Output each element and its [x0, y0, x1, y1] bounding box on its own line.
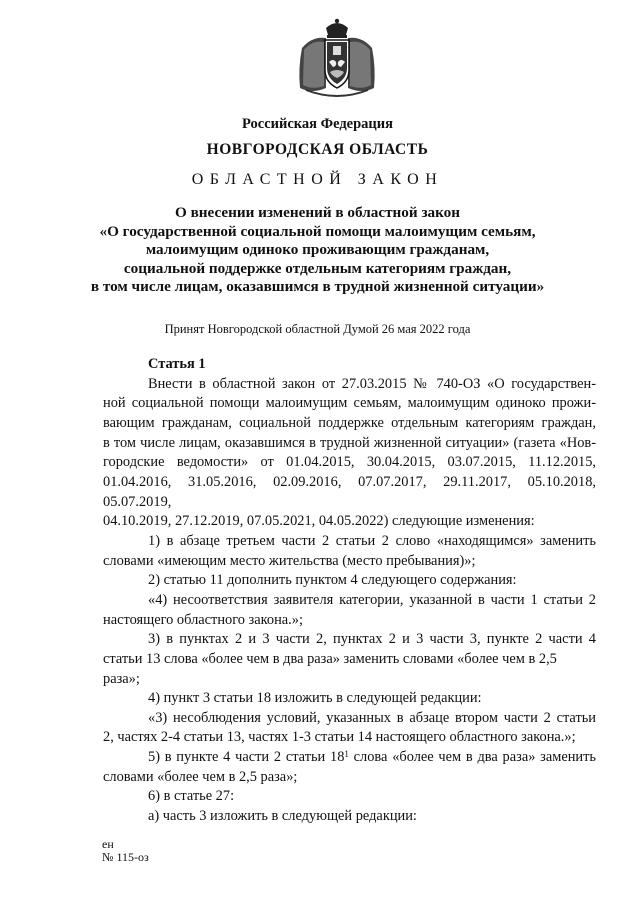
item-line: 1) в абзаце третьем части 2 статьи 2 слово «находящимся» заменить: [148, 532, 596, 549]
country-name: Российская Федерация: [242, 116, 393, 132]
body-line: 04.10.2019, 27.12.2019, 07.05.2021, 04.05.2022) следующие изменения:: [103, 513, 535, 530]
footer-initials: ен: [102, 837, 114, 851]
body-line: в том числе лицам, оказавшимся в трудной жизненной ситуации» (газета «Нов-: [103, 434, 596, 451]
item5-text-before: 5) в пункте 4 части 2 статьи 18: [148, 749, 345, 766]
item-line: «3) несоблюдения условий, указанных в абзаце втором части 2 статьи: [148, 709, 596, 726]
body-line: вающим гражданам, социальной поддержке отдельным категориям граждан,: [103, 414, 596, 431]
law-title-line: в том числе лицам, оказавшимся в трудной жизненной ситуации»: [90, 278, 545, 296]
amendment-item-6a: а) часть 3 изложить в следующей редакции:: [148, 808, 417, 825]
amendment-item-2: [103, 571, 596, 591]
adoption-note: Принят Новгородской областной Думой 26 мая 2022 года: [164, 322, 471, 336]
article-heading: Статья 1: [148, 356, 206, 372]
item-line: 3) в пунктах 2 и 3 части 2, пунктах 2 и 3 части 3, пункте 2 части 4: [148, 631, 596, 648]
body-line: 01.04.2016, 31.05.2016, 02.09.2016, 07.07.2017, 29.11.2017, 05.10.2018, 05.07.2019,: [103, 473, 596, 510]
amendment-item-3: [103, 630, 596, 689]
law-title: [0, 204, 635, 297]
law-title-line: «О государственной социальной помощи малоимущим семьям,: [99, 222, 536, 240]
amendment-item-2-quote: [103, 591, 596, 630]
law-title-line: социальной поддержке отдельным категориям граждан,: [123, 259, 512, 277]
law-title-line: О внесении изменений в областной закон: [174, 204, 461, 221]
amendment-item-4: [103, 689, 596, 709]
item-line: 2, частях 2-4 статьи 13, частях 1-3 статьи 14 настоящего областного закона.»;: [103, 729, 576, 746]
item-line: [103, 748, 596, 768]
law-title-line: малоимущим одиноко проживающим гражданам,: [145, 241, 490, 259]
article-intro-paragraph: [103, 375, 596, 532]
body-line: ной социальной помощи малоимущим семьям, малоимущим одиноко прожи-: [103, 395, 596, 412]
item-line: 4) пункт 3 статьи 18 изложить в следующей редакции:: [148, 690, 482, 707]
item5-superscript: 1: [344, 749, 349, 760]
body-line: городские ведомости» от 01.04.2015, 30.04.2015, 03.07.2015, 11.12.2015,: [103, 454, 596, 471]
region-name: НОВГОРОДСКАЯ ОБЛАСТЬ: [206, 141, 429, 158]
footer-law-number: № 115-оз: [102, 850, 149, 864]
crown-icon: [326, 19, 348, 38]
coat-of-arms-emblem: [292, 18, 382, 102]
item-line: словами «имеющим место жительства (место пребывания)»;: [103, 552, 476, 569]
amendment-item-1: [103, 532, 596, 571]
item-line: настоящего областного закона.»;: [103, 611, 303, 628]
item-line: статьи 13 слова «более чем в два раза» заменить словами «более чем в 2,5 раза»;: [103, 650, 557, 687]
item5-text-after: слова «более чем в два раза» заменить: [348, 749, 596, 766]
item-line: 2) статью 11 дополнить пунктом 4 следующего содержания:: [148, 572, 517, 589]
amendment-item-6: 6) в статье 27:: [148, 788, 235, 805]
amendment-item-5: [103, 748, 596, 787]
document-footer: [102, 838, 149, 864]
amendment-item-4-quote: [103, 709, 596, 748]
item-line: словами «более чем в 2,5 раза»;: [103, 768, 298, 785]
law-type-heading: ОБЛАСТНОЙ ЗАКОН: [191, 171, 444, 188]
item-line: «4) несоответствия заявителя категории, указанной в части 1 статьи 2: [148, 591, 596, 608]
body-line: Внести в областной закон от 27.03.2015 № 740-ОЗ «О государствен-: [148, 375, 596, 392]
law-body: [103, 355, 596, 827]
